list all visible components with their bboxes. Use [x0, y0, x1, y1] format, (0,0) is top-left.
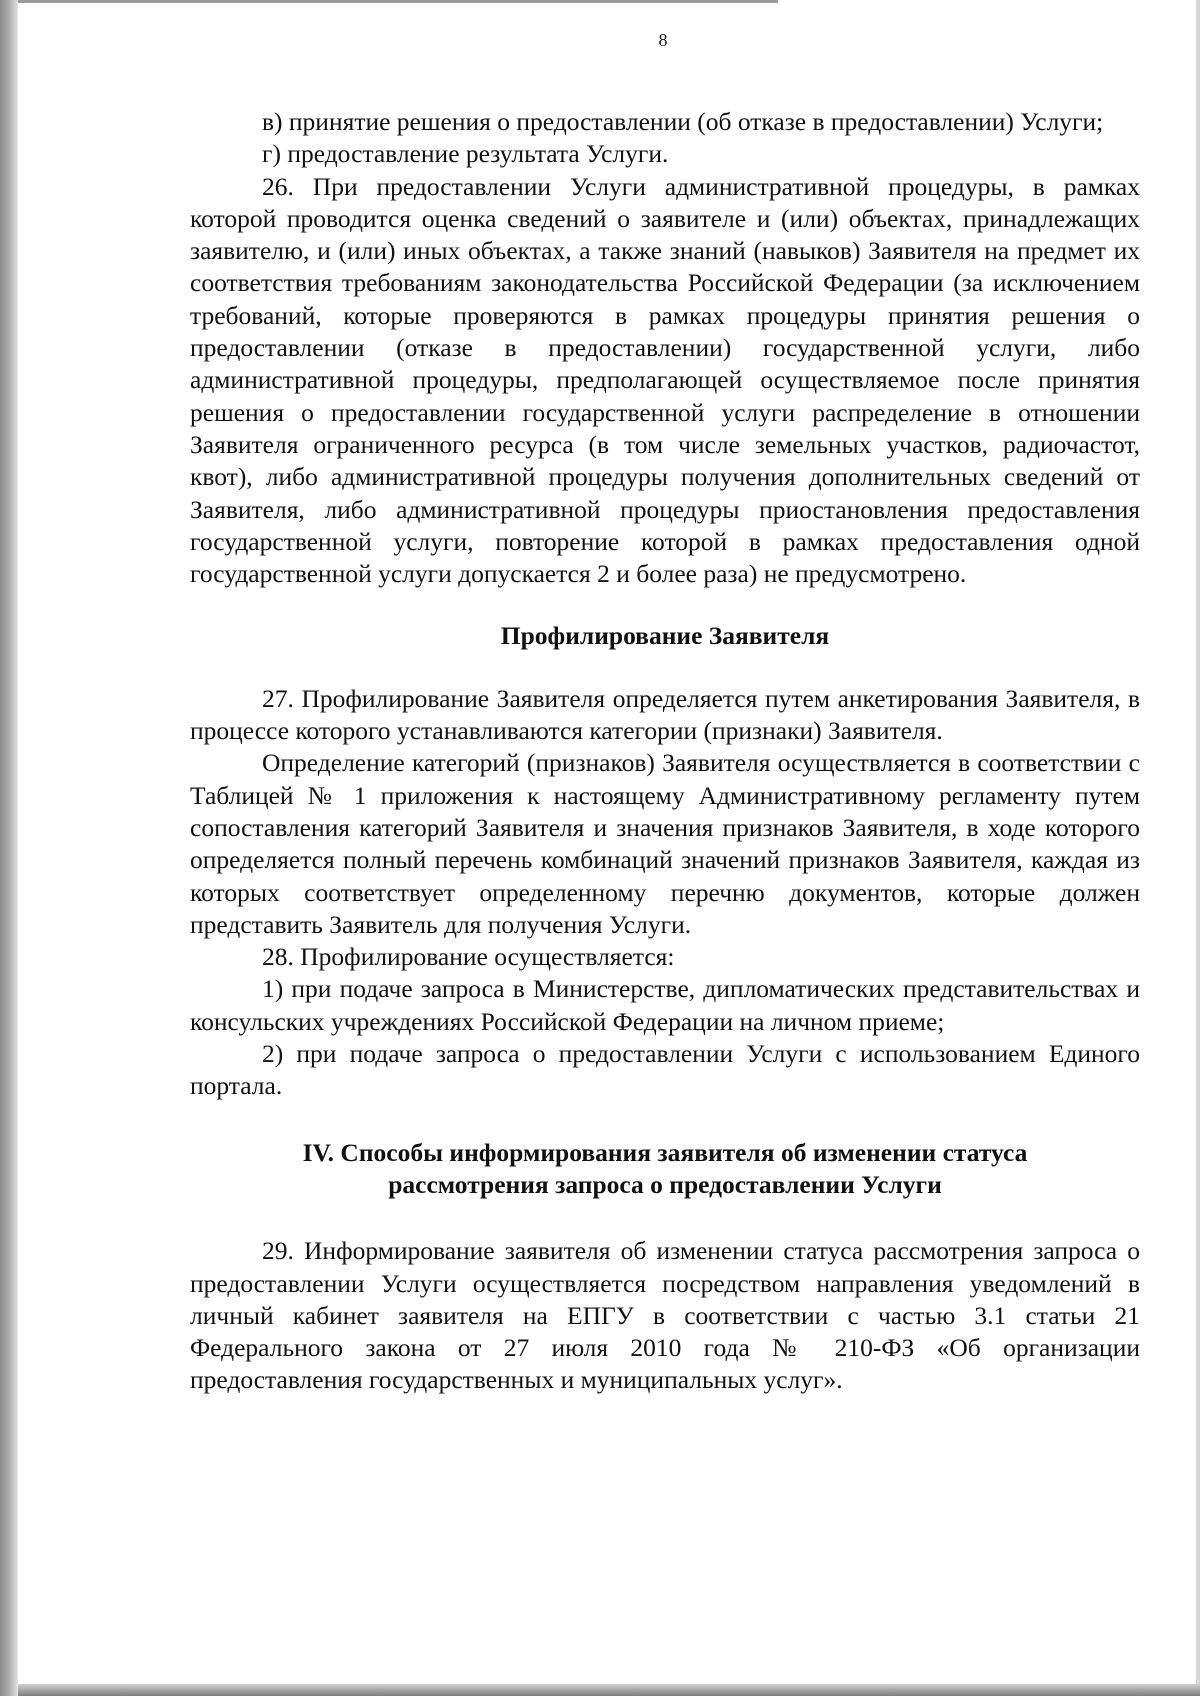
page-number: 8 — [658, 30, 668, 50]
paragraph-29: 29. Информирование заявителя об изменении статуса рассмотрения запроса о предоставлении Услуги осуществляется посредством направления уведомлений в личный кабинет заявителя на ЕПГУ в соответствии с частью 3.1 статьи 21 Федерального закона от 27 июля 2010 года № 210-ФЗ «Об организации предоставления государственных и муниципальных услуг». — [190, 1236, 1140, 1395]
paragraph-28-item-2: 2) при подаче запроса о предоставлении Услуги с использованием Единого портала. — [190, 1039, 1140, 1101]
paragraph-28: 28. Профилирование осуществляется: — [262, 942, 675, 972]
paragraph-27: 27. Профилирование Заявителя определяется путем анкетирования Заявителя, в процессе которого устанавливаются категории (признаки) Заявителя. — [190, 683, 1140, 746]
paragraph-27-categories: Определение категорий (признаков) Заявителя осуществляется в соответствии с Таблицей № 1 приложения к настоящему Административному регламенту путем сопоставления категорий Заявителя и значения признаков Заявителя, в ходе которого определяется полный перечень комбинаций значений признаков Заявителя, каждая из которых соответствует определенному перечню документов, которые должен представить Заявитель для получения Услуги. — [190, 748, 1140, 939]
section-heading-iv-line-1: IV. Способы информирования заявителя об изменении статуса — [302, 1137, 1028, 1167]
section-heading-iv — [190, 1137, 1140, 1202]
scan-bottom-edge — [18, 1684, 1200, 1696]
paragraph-28-item-1: 1) при подаче запроса в Министерстве, дипломатических представительствах и консульских учреждениях Российской Федерации на личном приеме; — [190, 974, 1140, 1036]
paragraph-25g: г) предоставление результата Услуги. — [262, 139, 669, 169]
paragraph-26: 26. При предоставлении Услуги административной процедуры, в рамках которой проводится оценка сведений о заявителе и (или) объектах, принадлежащих заявителю, и (или) иных объектах, а также знаний (навыков) Заявителя на предмет их соответствия требованиям законодательства Российской Федерации (за исключением требований, которые проверяются в рамках процедуры принятия решения о предоставлении (отказе в предоставлении) государственной услуги, либо административной процедуры, предполагающей осуществляемое после принятия решения о предоставлении государственной услуги распределение в отношении Заявителя ограниченного ресурса (в том числе земельных участков, радиочастот, квот), либо административной процедуры получения дополнительных сведений от Заявителя, либо административной процедуры приостановления предоставления государственной услуги, повторение которой в рамках предоставления одной государственной услуги допускается 2 и более раза) не предусмотрено. — [190, 171, 1140, 589]
paragraph-25v: в) принятие решения о предоставлении (об отказе в предоставлении) Услуги; — [262, 107, 1104, 136]
scan-top-edge — [18, 0, 778, 3]
section-heading-iv-line-2: рассмотрения запроса о предоставлении Услуги — [388, 1169, 942, 1199]
scan-left-edge — [0, 0, 18, 1696]
section-heading-profiling: Профилирование Заявителя — [500, 621, 830, 651]
document-body — [190, 106, 1140, 1397]
scan-right-edge — [1196, 0, 1200, 1696]
